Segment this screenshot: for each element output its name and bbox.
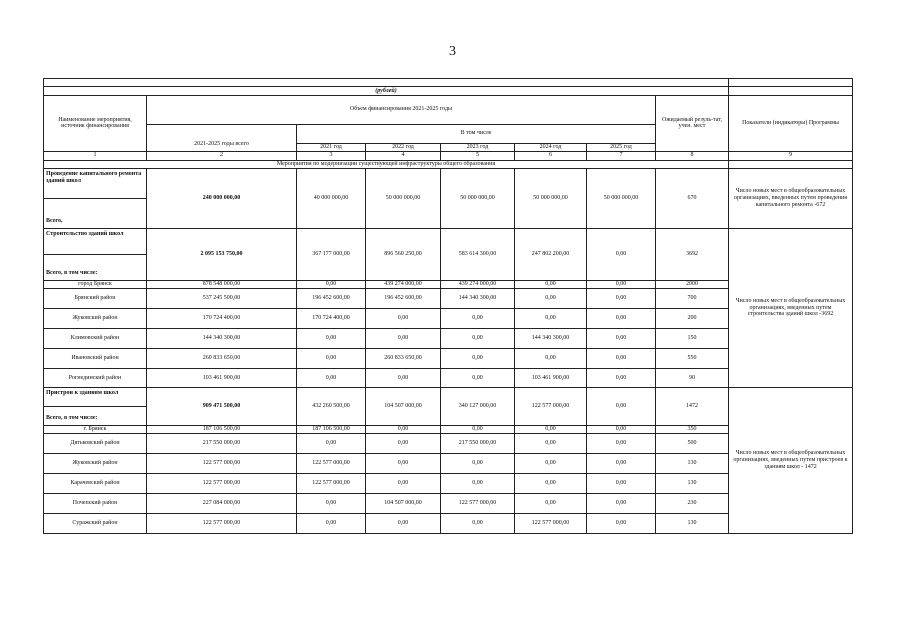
row-year-value: 0,00 — [515, 309, 587, 329]
row-total: 217 550 000,00 — [147, 434, 297, 454]
row-total: 878 548 000,00 — [147, 280, 297, 288]
column-number: 5 — [441, 152, 515, 160]
column-number: 7 — [587, 152, 656, 160]
row-year-value: 0,00 — [297, 348, 366, 368]
row-name: г. Брянск — [44, 426, 147, 434]
row-year-value: 0,00 — [587, 454, 656, 474]
block-title-row — [44, 388, 853, 407]
header-in-total-label: В том числе — [297, 125, 656, 144]
row-year-value: 0,00 — [515, 494, 587, 514]
header-blank-cell — [729, 160, 853, 168]
header-total-label: 2021-2025 годы всего — [147, 125, 297, 152]
row-year-value: 0,00 — [366, 328, 441, 348]
header-year: 2025 год — [587, 143, 656, 151]
header-year: 2024 год — [515, 143, 587, 151]
column-number: 3 — [297, 152, 366, 160]
block-total: 2 095 153 750,00 — [147, 228, 297, 280]
row-name: Жуковский район — [44, 454, 147, 474]
row-year-value: 0,00 — [441, 454, 515, 474]
header-financing-title: Объем финансирования 2021-2025 годы — [147, 95, 656, 124]
row-result: 200 — [656, 309, 729, 329]
block-total: 909 471 500,00 — [147, 388, 297, 426]
block-year-value: 50 000 000,00 — [587, 168, 656, 228]
row-total: 260 833 650,00 — [147, 348, 297, 368]
row-name: Почепский район — [44, 494, 147, 514]
row-name: Брянский район — [44, 289, 147, 309]
row-year-value: 0,00 — [441, 426, 515, 434]
row-year-value: 0,00 — [366, 309, 441, 329]
row-year-value: 0,00 — [587, 289, 656, 309]
row-year-value: 0,00 — [441, 348, 515, 368]
financing-table — [43, 78, 853, 534]
row-year-value: 0,00 — [297, 328, 366, 348]
row-year-value: 0,00 — [515, 289, 587, 309]
row-year-value: 0,00 — [587, 280, 656, 288]
row-year-value: 0,00 — [366, 454, 441, 474]
row-year-value: 0,00 — [515, 434, 587, 454]
row-name: Климовский район — [44, 328, 147, 348]
row-result: 350 — [656, 426, 729, 434]
row-year-value: 0,00 — [587, 494, 656, 514]
row-result: 2000 — [656, 280, 729, 288]
column-number: 6 — [515, 152, 587, 160]
row-year-value: 0,00 — [587, 434, 656, 454]
row-result: 130 — [656, 474, 729, 494]
row-year-value: 0,00 — [441, 474, 515, 494]
row-year-value: 0,00 — [366, 513, 441, 533]
column-number: 8 — [656, 152, 729, 160]
block-title: Проведение капитального ремонта зданий школ — [44, 168, 147, 198]
row-year-value: 0,00 — [297, 513, 366, 533]
row-year-value: 103 461 900,00 — [515, 368, 587, 388]
block-title: Строительство зданий школ — [44, 228, 147, 254]
row-result: 230 — [656, 494, 729, 514]
block-year-value: 50 000 000,00 — [515, 168, 587, 228]
row-year-value: 0,00 — [515, 280, 587, 288]
header-blank-cell — [729, 87, 853, 95]
row-year-value: 122 577 000,00 — [515, 513, 587, 533]
financing-table-container — [43, 78, 852, 534]
row-year-value: 0,00 — [515, 426, 587, 434]
row-year-value: 0,00 — [366, 426, 441, 434]
row-year-value: 0,00 — [587, 348, 656, 368]
unit-label: (рублей) — [44, 87, 729, 95]
header-indicators: Показатели (индикаторы) Программы — [729, 95, 853, 151]
block-year-value: 0,00 — [587, 228, 656, 280]
row-total: 103 461 900,00 — [147, 368, 297, 388]
row-year-value: 144 340 300,00 — [441, 289, 515, 309]
page-number: 3 — [449, 44, 456, 59]
row-year-value: 122 577 000,00 — [297, 454, 366, 474]
row-year-value: 0,00 — [515, 474, 587, 494]
block-result: 1472 — [656, 388, 729, 426]
row-total: 122 577 000,00 — [147, 474, 297, 494]
row-result: 130 — [656, 454, 729, 474]
row-total: 187 106 500,00 — [147, 426, 297, 434]
header-expected-result: Ожидаемый резуль-тат, учен. мест — [656, 95, 729, 151]
block-indicator: Число новых мест в общеобразовательных организациях, введенных путем строительства зданий школ -3692 — [729, 228, 853, 388]
header-name-col: Наименование мероприятия, источник финансирования — [44, 95, 147, 151]
row-year-value: 104 507 000,00 — [366, 494, 441, 514]
row-year-value: 0,00 — [366, 434, 441, 454]
row-year-value: 0,00 — [515, 454, 587, 474]
row-year-value: 217 550 000,00 — [441, 434, 515, 454]
block-year-value: 367 177 000,00 — [297, 228, 366, 280]
block-title-row — [44, 228, 853, 254]
row-result: 700 — [656, 289, 729, 309]
row-result: 90 — [656, 368, 729, 388]
row-year-value: 0,00 — [366, 368, 441, 388]
block-subtitle: Всего, — [44, 199, 147, 228]
row-name: Дятьковский район — [44, 434, 147, 454]
column-number: 2 — [147, 152, 297, 160]
row-year-value: 187 106 500,00 — [297, 426, 366, 434]
block-year-value: 0,00 — [587, 388, 656, 426]
block-year-value: 50 000 000,00 — [366, 168, 441, 228]
row-year-value: 0,00 — [587, 426, 656, 434]
row-result: 150 — [656, 328, 729, 348]
row-year-value: 196 452 600,00 — [297, 289, 366, 309]
block-year-value: 40 000 000,00 — [297, 168, 366, 228]
block-indicator: Число новых мест в общеобразовательных организациях, введенных путем проведения капитального ремонта -672 — [729, 168, 853, 228]
row-year-value: 0,00 — [297, 494, 366, 514]
row-year-value: 0,00 — [297, 434, 366, 454]
block-title-row — [44, 168, 853, 198]
row-total: 170 724 400,00 — [147, 309, 297, 329]
row-total: 122 577 000,00 — [147, 513, 297, 533]
row-year-value: 260 833 650,00 — [366, 348, 441, 368]
row-year-value: 0,00 — [515, 348, 587, 368]
row-year-value: 0,00 — [587, 474, 656, 494]
row-result: 500 — [656, 434, 729, 454]
row-result: 130 — [656, 513, 729, 533]
row-year-value: 0,00 — [587, 513, 656, 533]
block-year-value: 247 802 200,00 — [515, 228, 587, 280]
section-title: Мероприятия по модернизации существующей инфраструктуры общего образования — [44, 160, 729, 168]
block-year-value: 50 000 000,00 — [441, 168, 515, 228]
block-year-value: 896 560 250,00 — [366, 228, 441, 280]
block-result: 670 — [656, 168, 729, 228]
column-number: 1 — [44, 152, 147, 160]
row-year-value: 439 274 000,00 — [366, 280, 441, 288]
header-year: 2022 год — [366, 143, 441, 151]
row-year-value: 0,00 — [587, 328, 656, 348]
block-year-value: 583 614 300,00 — [441, 228, 515, 280]
row-year-value: 122 577 000,00 — [297, 474, 366, 494]
row-name: Рогнединский район — [44, 368, 147, 388]
row-name: Жуковский район — [44, 309, 147, 329]
block-subtitle: Всего, в том числе: — [44, 407, 147, 426]
row-year-value: 0,00 — [441, 368, 515, 388]
row-year-value: 0,00 — [441, 513, 515, 533]
row-year-value: 196 452 600,00 — [366, 289, 441, 309]
row-name: Суражский район — [44, 513, 147, 533]
row-total: 122 577 000,00 — [147, 454, 297, 474]
row-name: город Брянск — [44, 280, 147, 288]
row-total: 537 245 500,00 — [147, 289, 297, 309]
header-blank-cell — [729, 79, 853, 87]
row-year-value: 0,00 — [441, 328, 515, 348]
row-year-value: 144 340 300,00 — [515, 328, 587, 348]
block-title: Пристрои к зданиям школ — [44, 388, 147, 407]
header-year: 2021 год — [297, 143, 366, 151]
block-subtitle: Всего, в том числе: — [44, 254, 147, 280]
block-total: 240 000 000,00 — [147, 168, 297, 228]
header-year: 2023 год — [441, 143, 515, 151]
column-number: 4 — [366, 152, 441, 160]
row-year-value: 0,00 — [587, 368, 656, 388]
row-total: 144 340 300,00 — [147, 328, 297, 348]
row-year-value: 439 274 000,00 — [441, 280, 515, 288]
block-year-value: 432 260 500,00 — [297, 388, 366, 426]
row-year-value: 0,00 — [297, 280, 366, 288]
row-year-value: 0,00 — [297, 368, 366, 388]
row-year-value: 0,00 — [366, 474, 441, 494]
row-year-value: 122 577 000,00 — [441, 494, 515, 514]
header-blank-cell — [44, 79, 729, 87]
row-result: 550 — [656, 348, 729, 368]
row-year-value: 170 724 400,00 — [297, 309, 366, 329]
row-total: 227 084 000,00 — [147, 494, 297, 514]
row-name: Карачевский район — [44, 474, 147, 494]
row-name: Ивановский район — [44, 348, 147, 368]
block-year-value: 340 127 000,00 — [441, 388, 515, 426]
block-year-value: 104 507 000,00 — [366, 388, 441, 426]
row-year-value: 0,00 — [441, 309, 515, 329]
column-number: 9 — [729, 152, 853, 160]
block-indicator: Число новых мест в общеобразовательных организациях, введенных путем пристроев к зданиям школ - 1472 — [729, 388, 853, 534]
block-result: 3692 — [656, 228, 729, 280]
block-year-value: 122 577 000,00 — [515, 388, 587, 426]
row-year-value: 0,00 — [587, 309, 656, 329]
